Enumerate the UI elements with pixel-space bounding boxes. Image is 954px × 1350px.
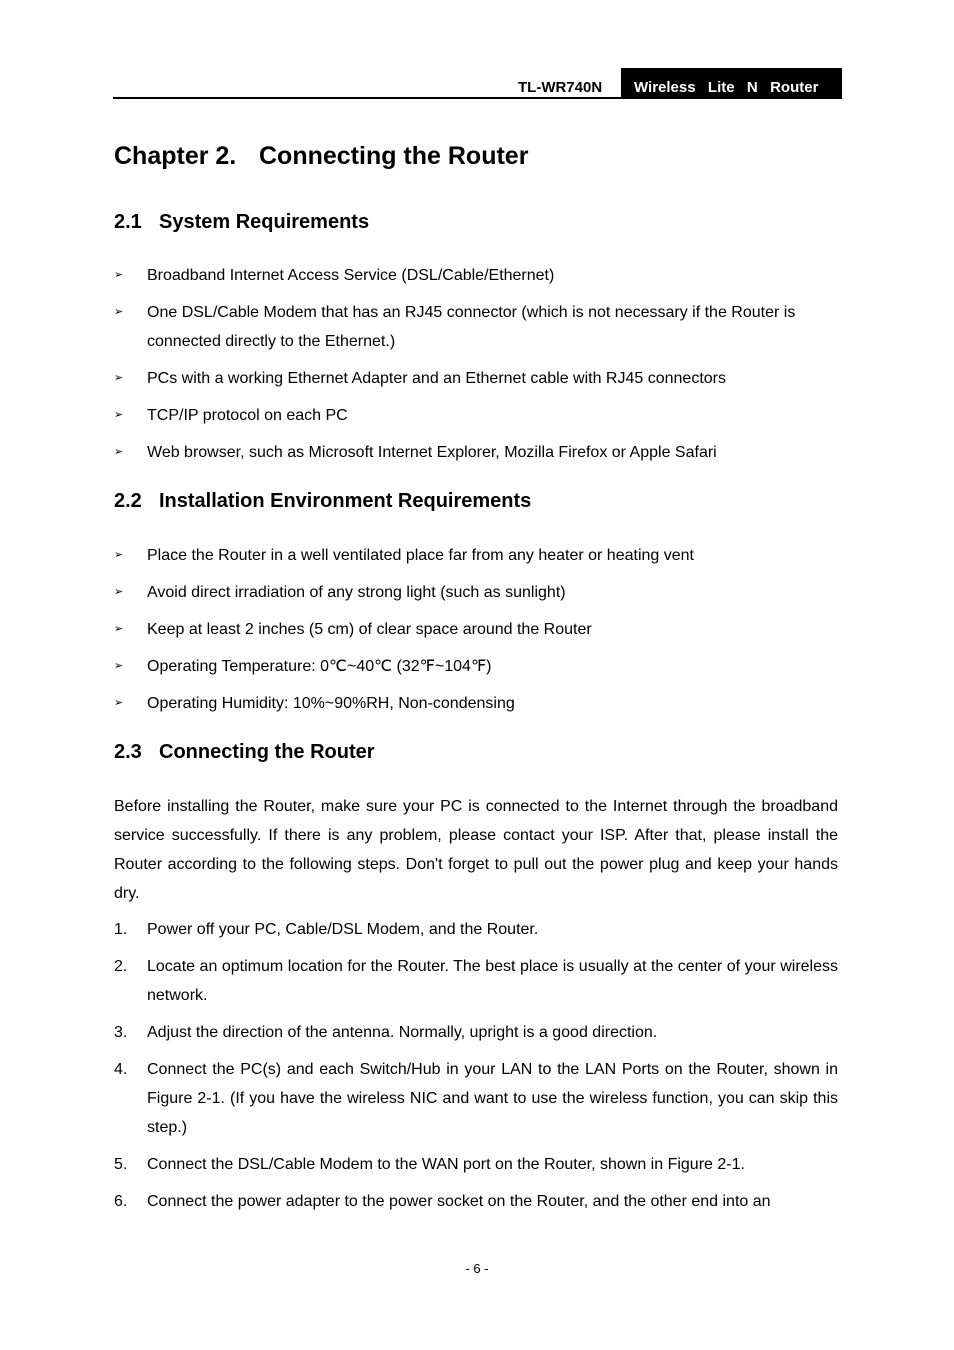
bullet-arrow-icon: ➢ — [114, 409, 124, 421]
step-text: Connect the power adapter to the power socket on the Router, and the other end into an — [147, 1193, 771, 1210]
section-title: Installation Environment Requirements — [159, 490, 532, 512]
list-item — [114, 689, 838, 718]
step-number: 5. — [114, 1156, 128, 1173]
step-number: 1. — [114, 921, 128, 938]
step-number: 2. — [114, 958, 128, 975]
section-number: 2.1 — [114, 211, 142, 233]
bullet-arrow-icon: ➢ — [114, 623, 124, 635]
list-item — [114, 615, 838, 644]
chapter-title-text: Connecting the Router — [259, 142, 529, 170]
list-item-text: Web browser, such as Microsoft Internet Explorer, Mozilla Firefox or Apple Safari — [147, 444, 717, 461]
list-item — [114, 364, 838, 393]
step-number: 6. — [114, 1193, 128, 1210]
section-number: 2.3 — [114, 741, 142, 763]
list-item-text: Avoid direct irradiation of any strong light (such as sunlight) — [147, 584, 566, 601]
step-number: 4. — [114, 1061, 128, 1078]
bullet-arrow-icon: ➢ — [114, 660, 124, 672]
step-item — [114, 1150, 838, 1179]
bullet-arrow-icon: ➢ — [114, 372, 124, 384]
step-item — [114, 1018, 838, 1047]
step-item — [114, 1055, 838, 1142]
step-text: Adjust the direction of the antenna. Normally, upright is a good direction. — [147, 1024, 658, 1041]
step-text: Locate an optimum location for the Router. The best place is usually at the center of your wireless network. — [147, 958, 838, 1004]
step-text: Connect the PC(s) and each Switch/Hub in your LAN to the LAN Ports on the Router, shown in Figure 2-1. (If you have the wireless NIC and want to use the wireless function, you can skip this step.) — [147, 1061, 838, 1136]
list-item — [114, 401, 838, 430]
installation-environment-list — [114, 541, 838, 726]
section-heading-2-2 — [114, 490, 531, 513]
list-item-text: Operating Humidity: 10%~90%RH, Non-condensing — [147, 695, 515, 712]
page-number: - 6 - — [465, 1261, 489, 1276]
step-item — [114, 1187, 838, 1216]
header-model: TL-WR740N — [518, 79, 603, 96]
chapter-title — [114, 142, 528, 171]
step-number: 3. — [114, 1024, 128, 1041]
header-product-label: Wireless Lite N Router — [621, 68, 842, 99]
list-item — [114, 261, 838, 290]
chapter-number: Chapter 2. — [114, 142, 237, 170]
bullet-arrow-icon: ➢ — [114, 269, 124, 281]
system-requirements-list — [114, 261, 838, 475]
section-title: Connecting the Router — [159, 741, 375, 763]
list-item-text: One DSL/Cable Modem that has an RJ45 connector (which is not necessary if the Router is connected directly to the Ethernet.) — [147, 304, 796, 350]
step-item — [114, 952, 838, 1010]
header-rule — [113, 97, 842, 99]
list-item-text: Keep at least 2 inches (5 cm) of clear space around the Router — [147, 621, 592, 638]
step-item — [114, 915, 838, 944]
bullet-arrow-icon: ➢ — [114, 306, 124, 318]
section-number: 2.2 — [114, 490, 142, 512]
section-heading-2-3 — [114, 741, 375, 764]
step-text: Connect the DSL/Cable Modem to the WAN port on the Router, shown in Figure 2-1. — [147, 1156, 745, 1173]
intro-paragraph: Before installing the Router, make sure your PC is connected to the Internet through the broadband service successfully. If there is any problem, please contact your ISP. After that, please install the Router according to the following steps. Don't forget to pull out the power plug and keep your hands dry. — [114, 798, 838, 902]
list-item — [114, 298, 838, 356]
list-item-text: PCs with a working Ethernet Adapter and an Ethernet cable with RJ45 connectors — [147, 370, 726, 387]
section-title: System Requirements — [159, 211, 370, 233]
step-text: Power off your PC, Cable/DSL Modem, and the Router. — [147, 921, 539, 938]
bullet-arrow-icon: ➢ — [114, 697, 124, 709]
list-item-text: Place the Router in a well ventilated place far from any heater or heating vent — [147, 547, 694, 564]
list-item — [114, 541, 838, 570]
bullet-arrow-icon: ➢ — [114, 586, 124, 598]
list-item — [114, 438, 838, 467]
list-item-text: Operating Temperature: 0℃~40℃ (32℉~104℉) — [147, 658, 492, 675]
section-heading-2-1 — [114, 211, 369, 234]
list-item-text: Broadband Internet Access Service (DSL/Cable/Ethernet) — [147, 267, 555, 284]
list-item-text: TCP/IP protocol on each PC — [147, 407, 348, 424]
installation-steps-list — [114, 915, 838, 1224]
bullet-arrow-icon: ➢ — [114, 446, 124, 458]
list-item — [114, 578, 838, 607]
bullet-arrow-icon: ➢ — [114, 549, 124, 561]
list-item — [114, 652, 838, 681]
